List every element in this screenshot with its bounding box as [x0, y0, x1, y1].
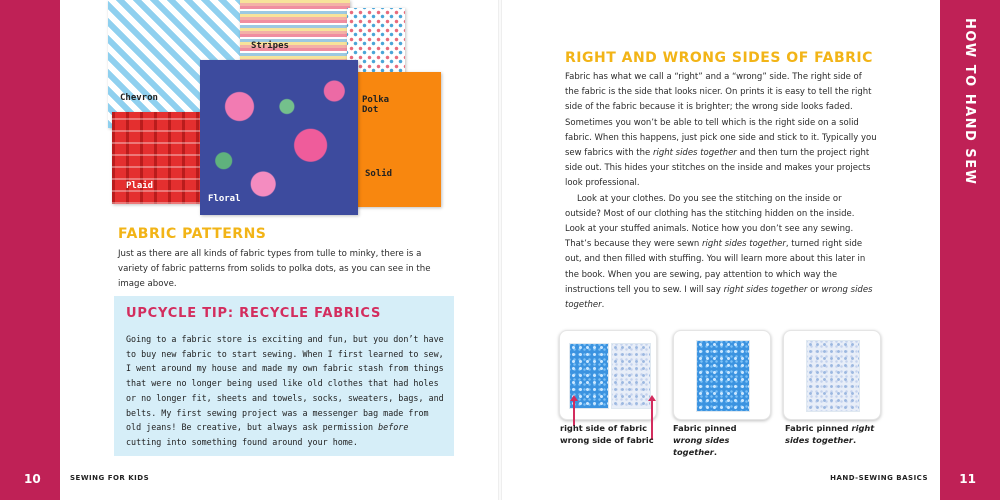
- upcycle-tip-heading: UPCYCLE TIP: RECYCLE FABRICS: [126, 306, 382, 321]
- caption-sides: [560, 422, 654, 446]
- tip-text-part: Going to a fabric store is exciting and fun, but you don’t have to buy new fabric to start sewing. When I first learned to sew, I went around my house and made my own fabric stash from things that were no longer being used like old clothes that had holes or no longer fit, sheets and towels, socks, sweaters, bags, and belts. My first sewing project was a messenger bag made from old jeans! Be creative, but always ask permission: [126, 334, 444, 433]
- caption-text: Fabric pinned: [785, 423, 852, 433]
- text-emphasis: right sides together: [723, 284, 808, 295]
- caption-right-side: right side of fabric: [560, 423, 648, 433]
- paragraph: [565, 70, 877, 192]
- text-part: Look at your clothes. Do you see the stitching on the inside or outside? Most of our clothing has the stitching hidden on the inside. Look at your stuffed animals. Notice how you don’t see any sewing. That’s because they were sewn: [565, 193, 855, 250]
- caption-text: Fabric pinned: [673, 423, 737, 433]
- fabric-wrong-side: [611, 343, 651, 409]
- photo-wrong-sides-together: [673, 330, 771, 420]
- photo-right-sides-together: [783, 330, 881, 420]
- caption-wrong-side: wrong side of fabric: [560, 435, 654, 445]
- right-wrong-sides-heading: RIGHT AND WRONG SIDES OF FABRIC: [565, 50, 873, 66]
- caption-wrong-sides-together: [673, 422, 763, 458]
- swatch-label-plaid: Plaid: [126, 181, 154, 191]
- text-part: .: [601, 300, 605, 311]
- text-emphasis: wrong sides together: [565, 284, 873, 311]
- caption-emphasis: right sides together: [785, 423, 875, 445]
- text-emphasis: right sides together: [702, 239, 786, 250]
- chapter-side-title: [940, 18, 1000, 258]
- paragraph: [565, 192, 877, 314]
- fabric-pinned-wrong-sides: [696, 340, 750, 412]
- text-part: and then turn the project right side out. This hides your stitches on the inside and makes your projects look professional.: [565, 148, 871, 189]
- upcycle-tip-box: [114, 296, 454, 456]
- caption-text: .: [853, 435, 857, 445]
- tip-text-emphasis: before: [378, 422, 409, 433]
- running-head-right: HAND-SEWING BASICS: [830, 474, 928, 482]
- left-border-strip: [0, 0, 60, 500]
- tip-text-part: cutting into something found around your home.: [126, 436, 358, 447]
- swatch-label-floral: Floral: [208, 194, 241, 204]
- text-part: Fabric has what we call a “right” and a “wrong” side. The right side of the fabric is the side that looks nicer. On prints it is easy to tell the right side of the fabric because it is brighter; the wrong side looks faded. Sometimes you won’t be able to tell which is the right side on a solid fabric. When this happens, just pick one side and stick to it. Typically you sew fabrics with the: [565, 72, 877, 159]
- swatch-label-stripes: Stripes: [251, 41, 289, 51]
- running-head-left: SEWING FOR KIDS: [70, 474, 150, 482]
- caption-text: .: [713, 447, 717, 457]
- fabric-patterns-heading: FABRIC PATTERNS: [118, 226, 267, 242]
- right-wrong-sides-body: [565, 70, 877, 313]
- text-emphasis: right sides together: [652, 148, 737, 159]
- page-number-left: 10: [24, 472, 41, 486]
- text-part: , turned right side out, and then filled with stuffing. You will learn more about this later in the book. When you are sewing, pay attention to which way the instructions tell you to sew. I will say: [565, 239, 866, 295]
- swatch-label-chevron: Chevron: [120, 93, 158, 103]
- text-part: or: [807, 284, 822, 295]
- chapter-side-title-text: HOW TO HAND SEW: [962, 18, 977, 186]
- caption-right-sides-together: [785, 422, 875, 446]
- arrow-head-wrong-side: [648, 395, 656, 401]
- swatch-label-solid: Solid: [365, 169, 393, 179]
- solid-swatch: [353, 72, 441, 207]
- arrow-head-right-side: [570, 395, 578, 401]
- upcycle-tip-body: [126, 332, 446, 450]
- fabric-pinned-right-sides: [806, 340, 860, 412]
- page-number-right: 11: [959, 472, 976, 486]
- swatch-label-polka-dot: Polka Dot: [362, 95, 390, 115]
- caption-emphasis: wrong sides together: [673, 435, 730, 457]
- floral-swatch: [200, 60, 358, 215]
- fabric-swatch-collage: [100, 0, 410, 218]
- fabric-patterns-body: Just as there are all kinds of fabric types from tulle to minky, there is a variety of fabric patterns from solids to polka dots, as you can see in the image above.: [118, 249, 431, 289]
- stripes-swatch: [240, 0, 350, 62]
